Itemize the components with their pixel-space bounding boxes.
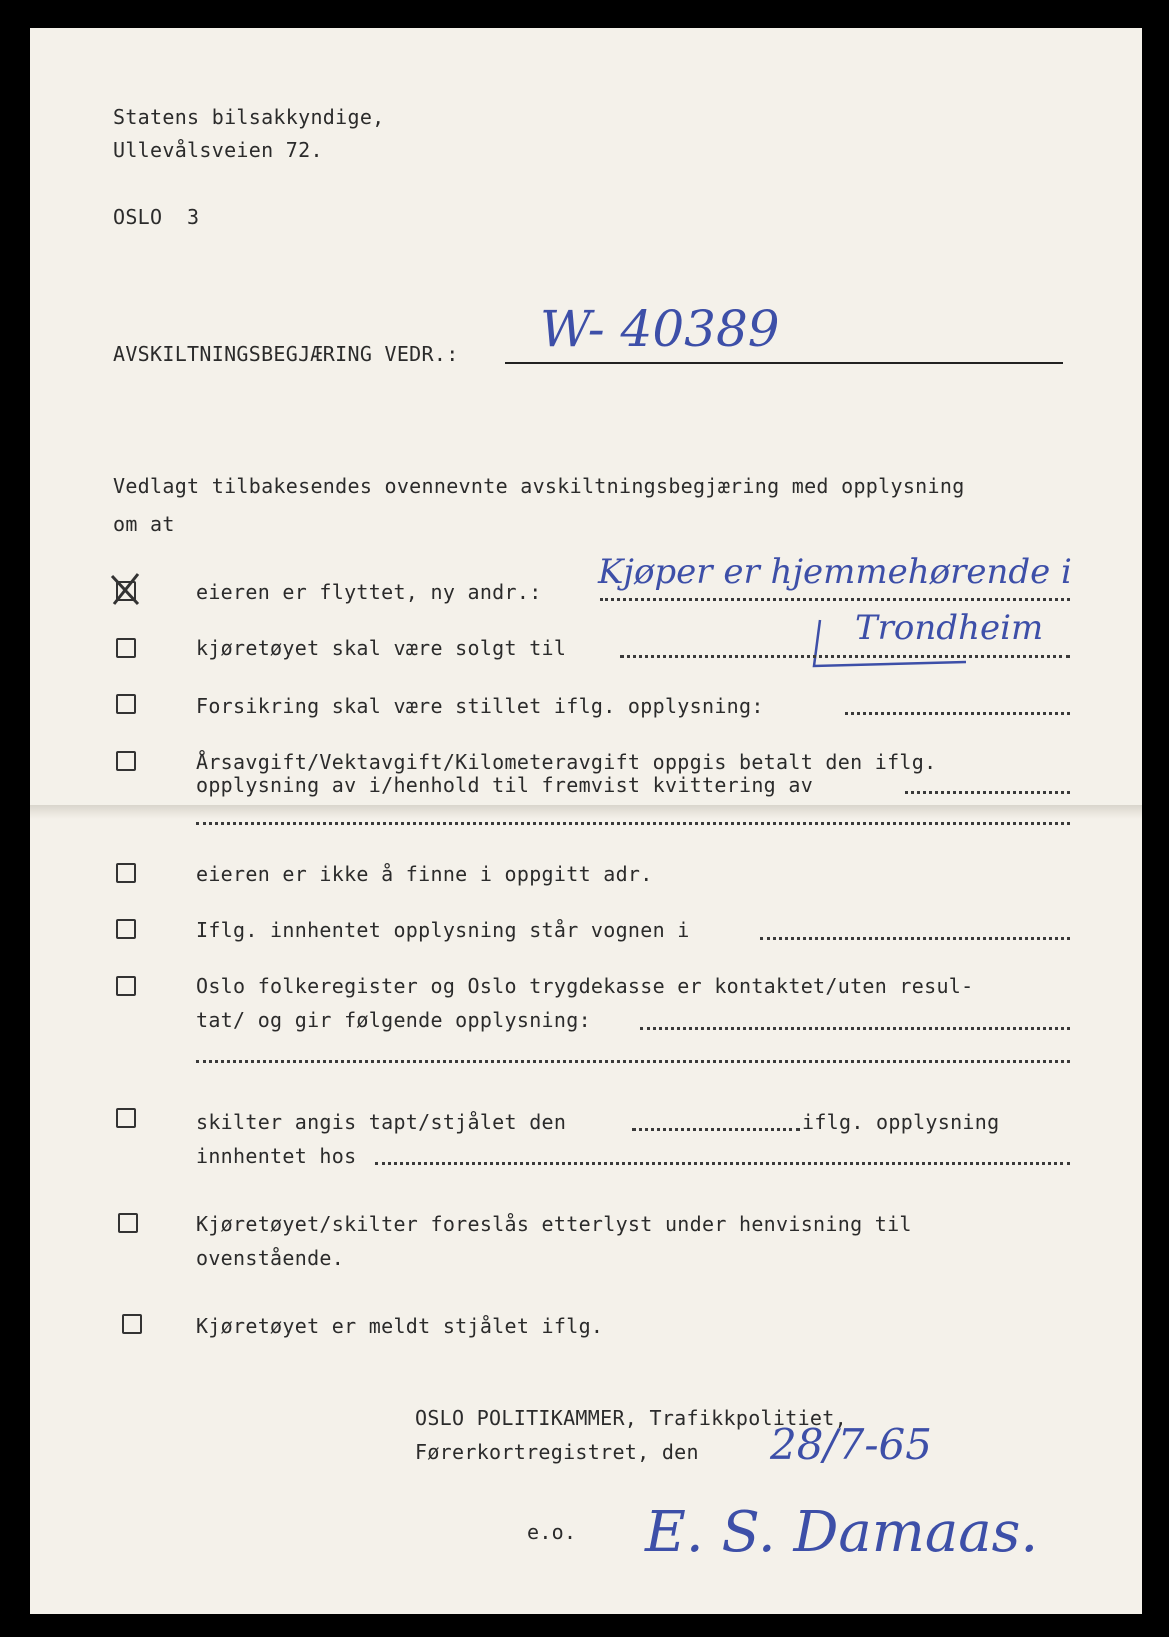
- option-7-dots-2: [196, 1060, 1070, 1063]
- option-4-label-2: opplysning av i/henhold til fremvist kvittering av: [196, 773, 814, 797]
- paper-fold: [30, 805, 1142, 819]
- address-line-1: Statens bilsakkyndige,: [113, 105, 385, 129]
- signature-date: 28/7-65: [770, 1420, 932, 1469]
- option-3-checkbox[interactable]: [116, 694, 136, 714]
- option-10-label: Kjøretøyet er meldt stjålet iflg.: [196, 1314, 604, 1338]
- option-8-dots: [632, 1128, 800, 1131]
- document-sheet: [30, 28, 1142, 1614]
- option-6-label: Iflg. innhentet opplysning står vognen i: [196, 918, 690, 942]
- option-5-label: eieren er ikke å finne i oppgitt adr.: [196, 862, 653, 886]
- option-8-label-2: innhentet hos: [196, 1144, 357, 1168]
- option-4-checkbox[interactable]: [116, 751, 136, 771]
- handwritten-note-line-1: Kjøper er hjemmehørende i: [598, 552, 1072, 592]
- option-1-label: eieren er flyttet, ny andr.:: [196, 580, 542, 604]
- handwritten-underline-icon: [780, 618, 970, 668]
- option-3-dots: [845, 712, 1070, 715]
- signature-eo: e.o.: [527, 1520, 577, 1544]
- option-7-dots: [640, 1027, 1070, 1030]
- option-3-label: Forsikring skal være stillet iflg. opplysning:: [196, 694, 764, 718]
- option-9-label-2: ovenstående.: [196, 1246, 345, 1270]
- option-8-dots-2: [375, 1162, 1070, 1165]
- address-line-2: Ullevålsveien 72.: [113, 138, 323, 162]
- option-4-dots-2: [196, 822, 1070, 825]
- option-2-label: kjøretøyet skal være solgt til: [196, 636, 567, 660]
- option-2-dots: [620, 655, 1070, 658]
- signature-block-line-1: OSLO POLITIKAMMER, Trafikkpolitiet,: [415, 1406, 847, 1430]
- option-9-checkbox[interactable]: [118, 1213, 138, 1233]
- subject-handwritten-value: W- 40389: [540, 300, 780, 358]
- address-line-3: OSLO 3: [113, 205, 200, 229]
- cross-mark-icon: [108, 572, 144, 608]
- option-6-checkbox[interactable]: [116, 919, 136, 939]
- option-7-checkbox[interactable]: [116, 976, 136, 996]
- intro-line-2: om at: [113, 512, 175, 536]
- option-1-dots: [600, 598, 1070, 601]
- option-4-dots: [905, 791, 1070, 794]
- intro-line-1: Vedlagt tilbakesendes ovennevnte avskiltningsbegjæring med opplysning: [113, 474, 965, 498]
- signature-block-line-2: Førerkortregistret, den: [415, 1440, 699, 1464]
- option-5-checkbox[interactable]: [116, 863, 136, 883]
- option-8-label-mid: iflg. opplysning: [802, 1110, 1000, 1134]
- option-8-checkbox[interactable]: [116, 1108, 136, 1128]
- option-4-label: Årsavgift/Vektavgift/Kilometeravgift oppgis betalt den iflg.: [196, 750, 937, 774]
- option-2-checkbox[interactable]: [116, 638, 136, 658]
- handwritten-signature: E. S. Damaas.: [645, 1500, 1039, 1565]
- subject-underline: [505, 362, 1063, 364]
- option-7-label: Oslo folkeregister og Oslo trygdekasse er kontaktet/uten resul-: [196, 974, 974, 998]
- subject-label: AVSKILTNINGSBEGJÆRING VEDR.:: [113, 342, 459, 366]
- option-8-label: skilter angis tapt/stjålet den: [196, 1110, 567, 1134]
- option-6-dots: [760, 937, 1070, 940]
- option-10-checkbox[interactable]: [122, 1314, 142, 1334]
- option-9-label: Kjøretøyet/skilter foreslås etterlyst under henvisning til: [196, 1212, 912, 1236]
- handwritten-note-line-2: Trondheim: [855, 608, 1044, 648]
- option-7-label-2: tat/ og gir følgende opplysning:: [196, 1008, 591, 1032]
